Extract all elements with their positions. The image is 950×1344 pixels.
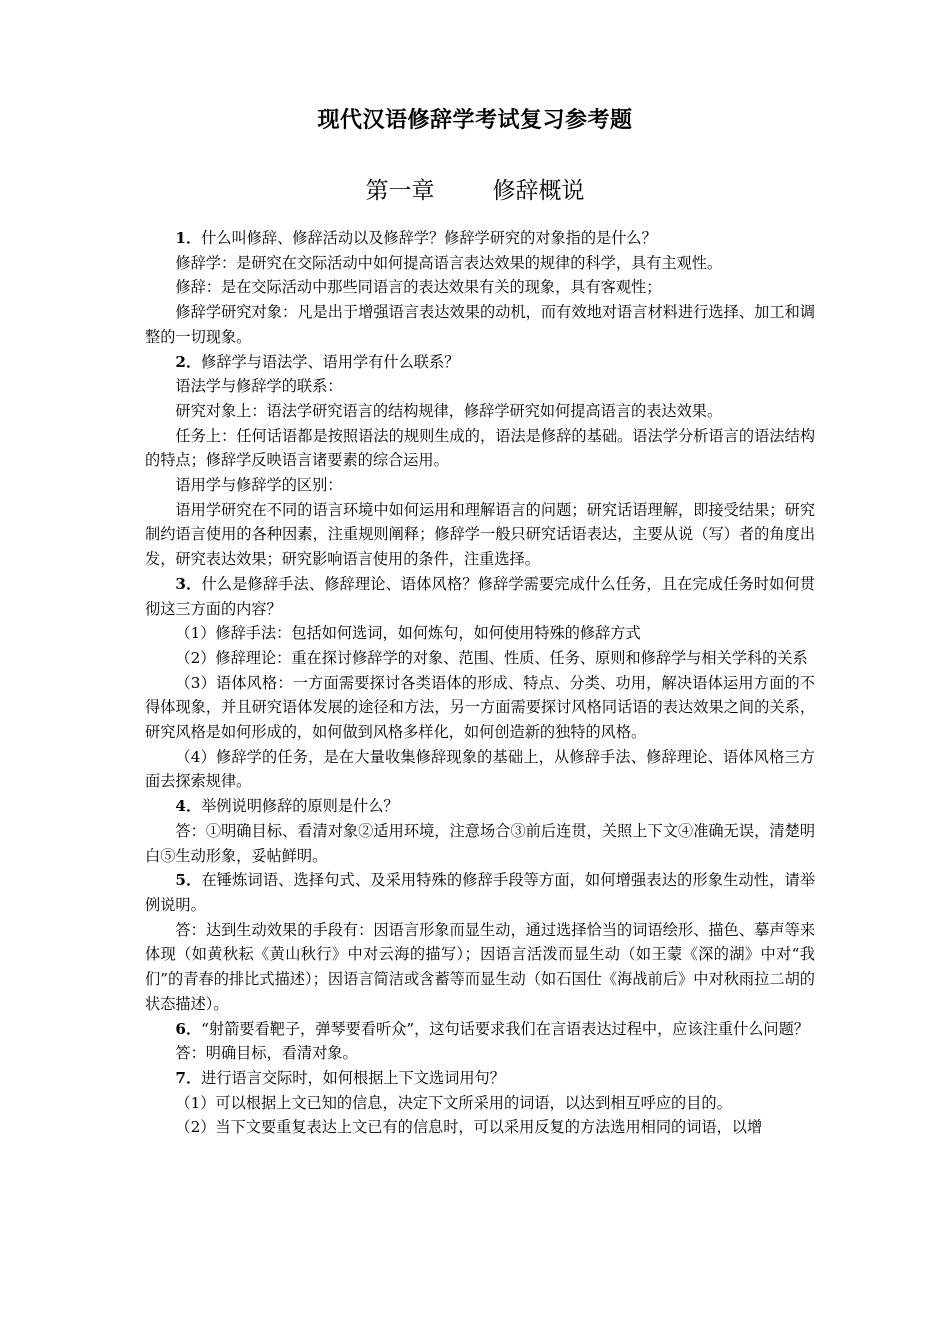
paragraph-text: 答：达到生动效果的手段有：因语言形象而显生动，通过选择恰当的词语绘形、描色、摹声等来体现（如黄秋耘《黄山秋行》中对云海的描写）；因语言活泼而显生动（如王蒙《深的湖》中对“我们”的青春的排比式描述）；因语言简洁或含蓄等而显生动（如石国仕《海战前后》中对秋雨拉二胡的状态描述）。 bbox=[145, 920, 815, 1013]
question-number: 4． bbox=[175, 797, 202, 816]
paragraph-text: 答：明确目标，看清对象。 bbox=[175, 1044, 358, 1063]
paragraph-text: 修辞：是在交际活动中那些同语言的表达效果有关的现象，具有客观性； bbox=[175, 278, 662, 297]
chapter-title: 修辞概说 bbox=[492, 178, 585, 204]
chapter-heading bbox=[0, 174, 950, 208]
question-paragraph bbox=[145, 868, 815, 917]
answer-paragraph bbox=[145, 819, 815, 868]
paragraph-text: 进行语言交际时，如何根据上下文选词用句？ bbox=[201, 1068, 505, 1087]
answer-paragraph bbox=[145, 399, 815, 424]
answer-paragraph bbox=[145, 1041, 815, 1066]
question-number: 3． bbox=[175, 574, 202, 593]
document-title: 现代汉语修辞学考试复习参考题 bbox=[317, 108, 633, 133]
paragraph-text: 研究对象上：语法学研究语言的结构规律，修辞学研究如何提高语言的表达效果。 bbox=[175, 401, 723, 420]
question-number: 2． bbox=[175, 352, 202, 371]
paragraph-text: （2）修辞理论：重在探讨修辞学的对象、范围、性质、任务、原则和修辞学与相关学科的关系 bbox=[175, 648, 808, 667]
paragraph-text: 语用学研究在不同的语言环境中如何运用和理解语言的问题；研究话语理解，即接受结果；研究制约语言使用的各种因素，注重规则阐释；修辞学一般只研究话语表达，主要从说（写）者的角度出发，研究表达效果；研究影响语言使用的条件，注重选择。 bbox=[145, 500, 815, 569]
answer-paragraph bbox=[145, 621, 815, 646]
paragraph-text: （3）语体风格：一方面需要探讨各类语体的形成、特点、分类、功用，解决语体运用方面的不得体现象，并且研究语体发展的途径和方法，另一方面需要探讨风格同话语的表达效果之间的关系，研究风格是如何形成的，如何做到风格多样化，如何创造新的独特的风格。 bbox=[145, 673, 815, 742]
answer-paragraph bbox=[145, 251, 815, 276]
question-number: 7． bbox=[175, 1068, 202, 1087]
answer-paragraph bbox=[145, 424, 815, 473]
document-body bbox=[145, 226, 815, 1140]
paragraph-text: 在锤炼词语、选择句式、及采用特殊的修辞手段等方面，如何增强表达的形象生动性，请举例说明。 bbox=[145, 871, 816, 914]
question-paragraph bbox=[145, 794, 815, 819]
paragraph-text: 修辞学：是研究在交际活动中如何提高语言表达效果的规律的科学，具有主观性。 bbox=[175, 253, 723, 272]
question-number: 6． bbox=[175, 1019, 202, 1038]
answer-paragraph bbox=[145, 275, 815, 300]
paragraph-text: 任务上：任何话语都是按照语法的规则生成的，语法是修辞的基础。语法学分析语言的语法结构的特点；修辞学反映语言诸要素的综合运用。 bbox=[145, 426, 815, 470]
paragraph-text: （1）修辞手法：包括如何选词，如何炼句，如何使用特殊的修辞方式 bbox=[175, 624, 641, 643]
question-number: 5． bbox=[175, 871, 202, 890]
answer-paragraph bbox=[145, 646, 815, 671]
answer-paragraph bbox=[145, 1091, 815, 1116]
answer-paragraph bbox=[145, 374, 815, 399]
paragraph-text: 答：①明确目标、看清对象②适用环境，注意场合③前后连贯，关照上下文④准确无误，清楚明白⑤生动形象，妥帖鲜明。 bbox=[145, 821, 815, 865]
paragraph-text: “射箭要看靶子，弹琴要看听众”，这句话要求我们在言语表达过程中，应该注重什么问题？ bbox=[201, 1019, 809, 1038]
answer-paragraph bbox=[145, 918, 815, 1017]
answer-paragraph bbox=[145, 300, 815, 349]
paragraph-text: 修辞学研究对象：凡是出于增强语言表达效果的动机，而有效地对语言材料进行选择、加工和调整的一切现象。 bbox=[145, 303, 815, 346]
question-paragraph bbox=[145, 572, 815, 621]
question-paragraph bbox=[145, 1066, 815, 1091]
paragraph-text: （1）可以根据上文已知的信息，决定下文所采用的词语，以达到相互呼应的目的。 bbox=[175, 1093, 732, 1112]
paragraph-text: 什么叫修辞、修辞活动以及修辞学？修辞学研究的对象指的是什么？ bbox=[201, 229, 657, 247]
paragraph-text: 语用学与修辞学的区别： bbox=[175, 476, 343, 495]
paragraph-text: （4）修辞学的任务，是在大量收集修辞现象的基础上，从修辞手法、修辞理论、语体风格三方面去探索规律。 bbox=[145, 747, 815, 791]
question-paragraph bbox=[145, 226, 815, 251]
paragraph-text: 修辞学与语法学、语用学有什么联系？ bbox=[201, 352, 460, 371]
question-number: 1． bbox=[175, 229, 202, 247]
paragraph-text: 举例说明修辞的原则是什么？ bbox=[201, 797, 399, 816]
chapter-number: 第一章 bbox=[365, 178, 435, 204]
paragraph-text: 语法学与修辞学的联系： bbox=[175, 377, 343, 396]
paragraph-text: （2）当下文要重复表达上文已有的信息时，可以采用反复的方法选用相同的词语，以增 bbox=[175, 1118, 763, 1137]
answer-paragraph bbox=[145, 671, 815, 745]
answer-paragraph bbox=[145, 473, 815, 498]
question-paragraph bbox=[145, 1017, 815, 1042]
question-paragraph bbox=[145, 350, 815, 375]
answer-paragraph bbox=[145, 1115, 815, 1140]
answer-paragraph bbox=[145, 745, 815, 794]
answer-paragraph bbox=[145, 498, 815, 572]
paragraph-text: 什么是修辞手法、修辞理论、语体风格？修辞学需要完成什么任务，且在完成任务时如何贯彻这三方面的内容？ bbox=[145, 574, 816, 618]
